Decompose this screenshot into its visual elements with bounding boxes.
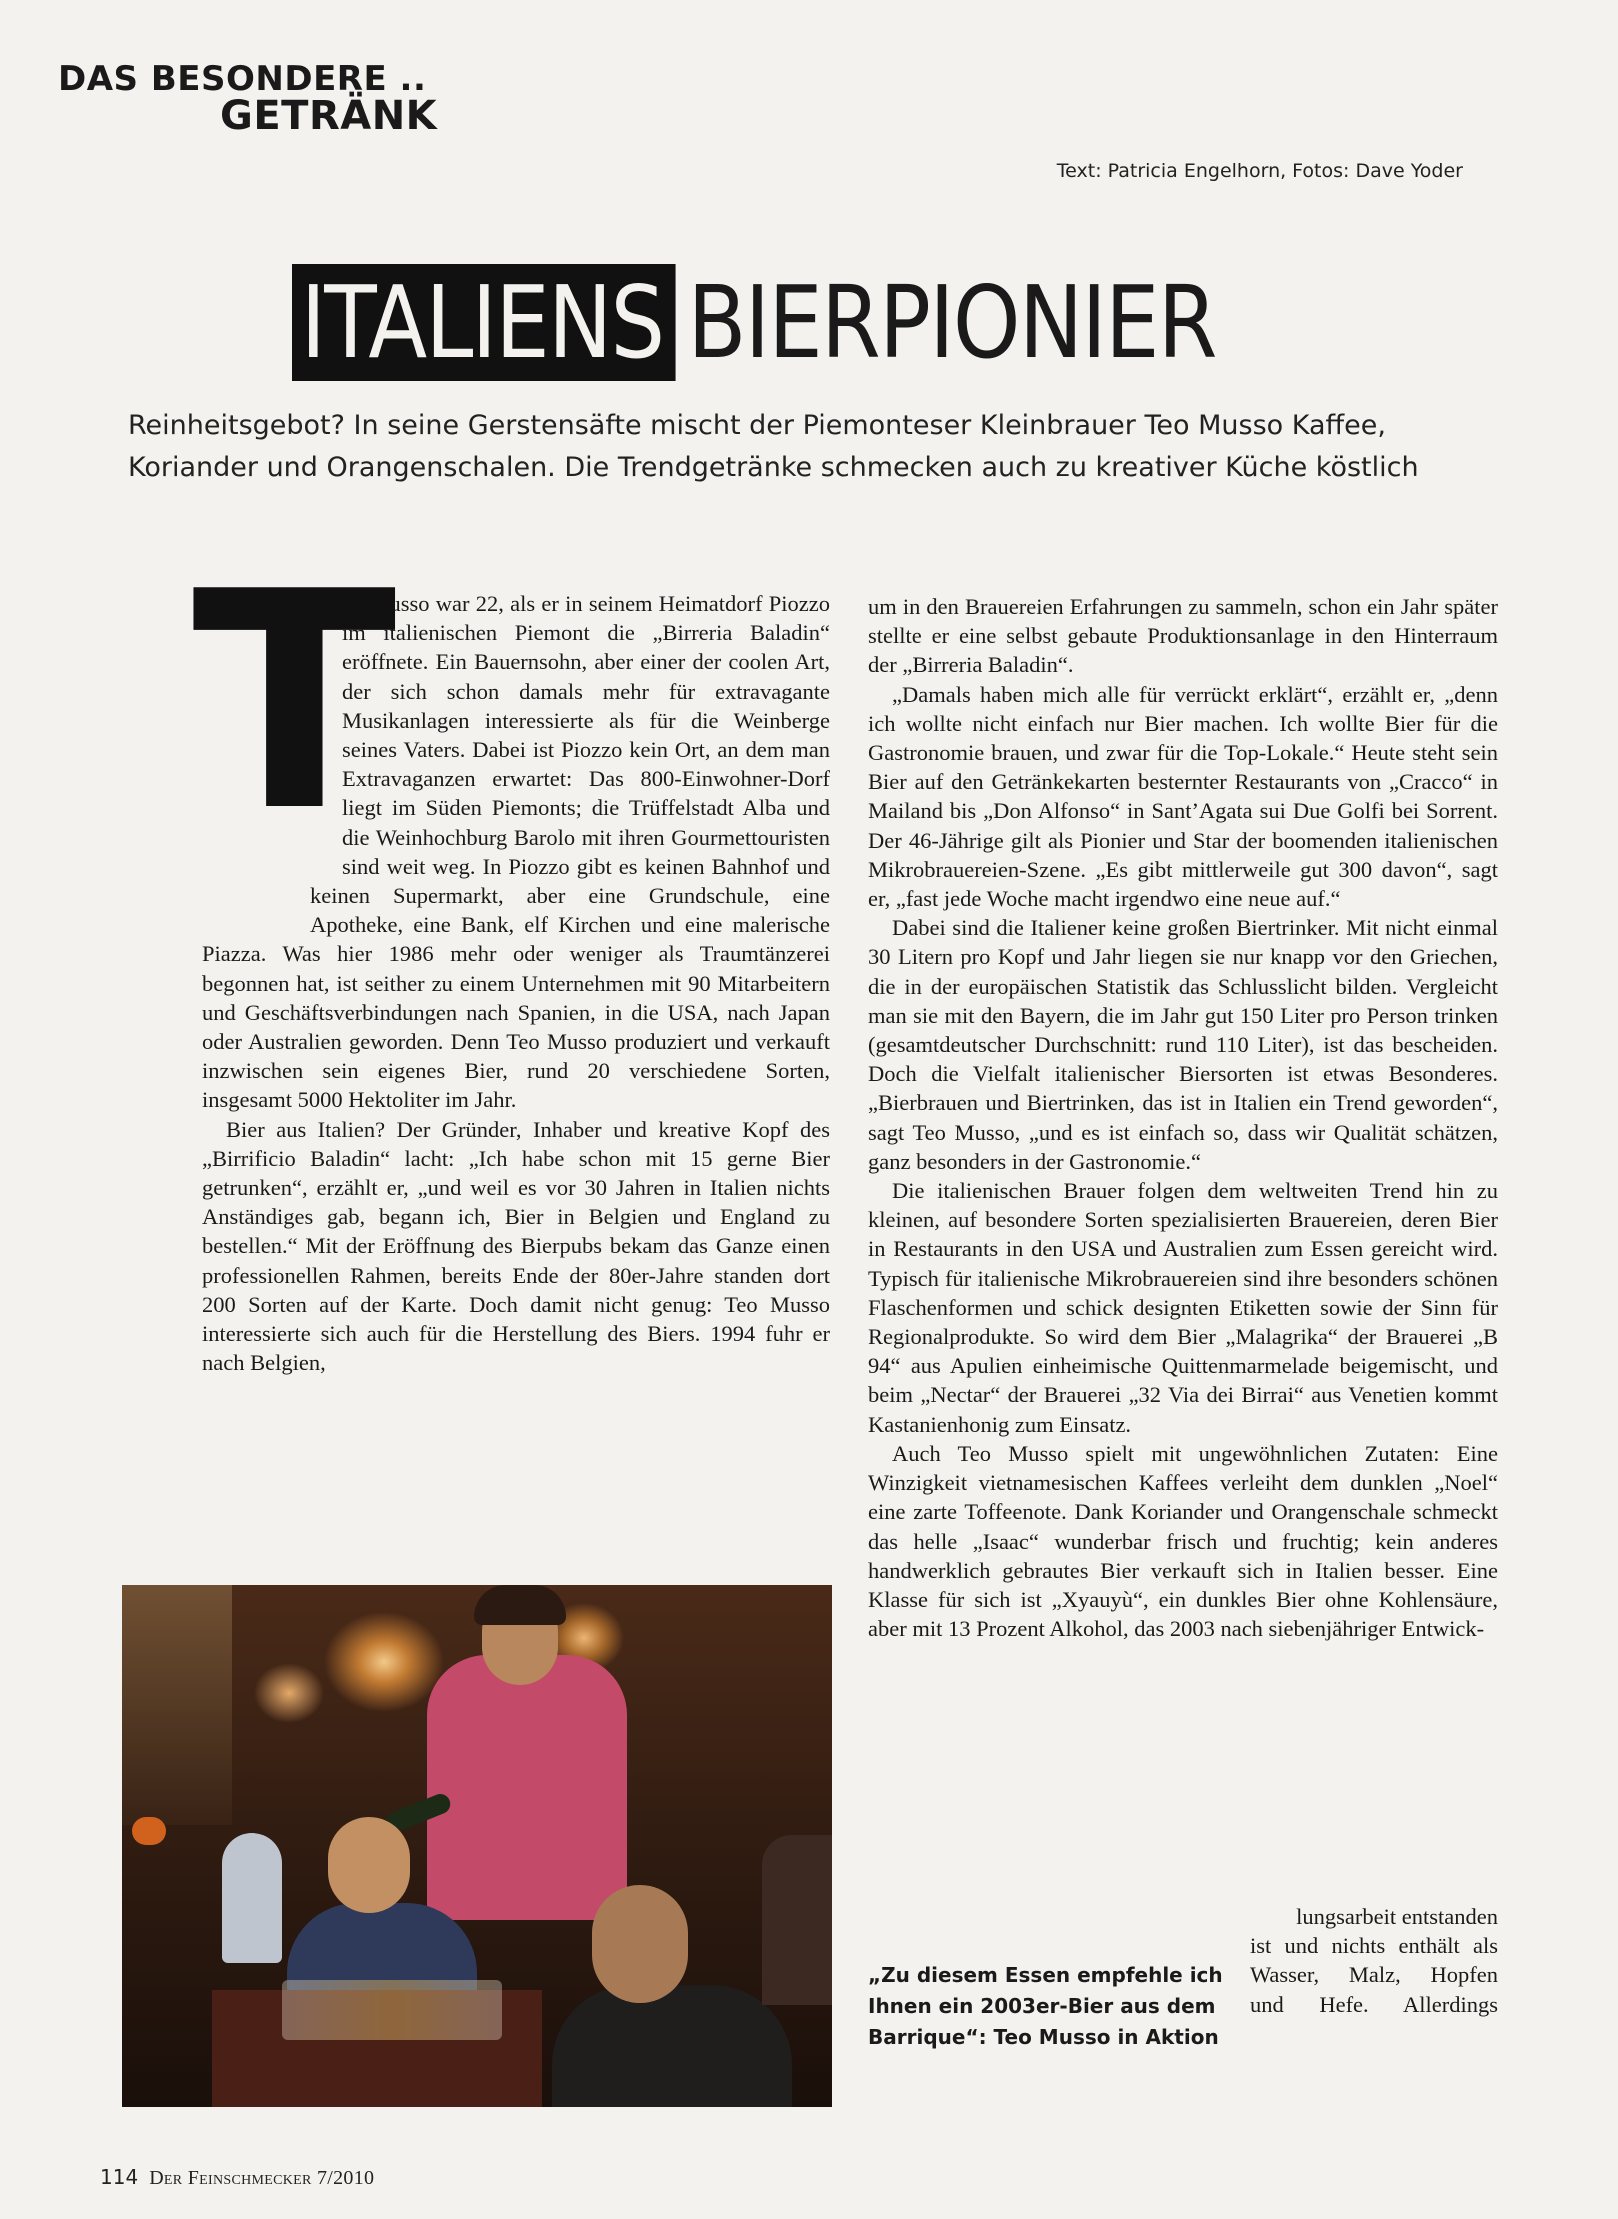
drop-cap-letter: T: [192, 528, 397, 877]
paragraph: „Damals haben mich alle für verrückt erklärt“, erzählt er, „denn ich wollte nicht einfach nur Bier machen. Ich wollte Bier für die Gastronomie brauen, und zwar für die Top-Lokale.“ Heute steht sein Bier auf den Getränkekarten besternter Restaurants von „Cracco“ in Mailand bis „Don Alfonso“ in Sant’Agata sui Due Golfi bei Sorrent. Der 46-Jährige gilt als Pionier und Star der boomenden italienischen Mikrobrauereien-Szene. „Es gibt mittlerweile gut 300 davon“, sagt er, „fast jede Woche macht irgendwo eine neue auf.“: [868, 681, 1498, 912]
magazine-issue: Der Feinschmecker 7/2010: [149, 2167, 375, 2189]
headline-plain: BIERPIONIER: [687, 264, 1216, 381]
author-credits: Text: Patricia Engelhorn, Fotos: Dave Yoder: [1056, 160, 1463, 182]
caption-line: Barrique“: Teo Musso in Aktion: [868, 2025, 1219, 2049]
photo-standing-man-hair: [474, 1585, 566, 1625]
page-number: 114: [100, 2165, 139, 2189]
headline-inverted: ITALIENS: [292, 264, 675, 381]
tail-line: lungsarbeit entstanden: [1296, 1904, 1498, 1929]
paragraph: Auch Teo Musso spielt mit ungewöhnlichen Zutaten: Eine Winzigkeit vietnamesischen Kaffees verleiht dem dunklen „Noel“ eine zarte Toffeenote. Dank Koriander und Orangenschale schmeckt das helle „Isaac“ wunderbar frisch und fruchtig; kein anderes handwerklich gebrautes Bier verkauft sich in Italien besser. Eine Klasse für sich ist „Xyauyù“, ein dunkles Bier ohne Kohlensäure, aber mit 13 Prozent Alkohol, das 2003 nach siebenjähriger Entwick-: [868, 1440, 1498, 1642]
drop-cap: [192, 528, 397, 877]
kicker-line-1: DAS BESONDERE ..: [58, 59, 427, 99]
paragraph: Bier aus Italien? Der Gründer, Inhaber und kreative Kopf des „Birrificio Baladin“ lacht: „Ich habe schon mit 15 gerne Bier getrunken“, erzählt er, „und weil es vor 30 Jahren in Italien nichts Anständiges gab, begann ich, Bier in Belgien und England zu bestellen.“ Mit der Eröffnung des Bierpubs bekam das Ganze einen professionellen Rahmen, bereits Ende der 80er-Jahre standen dort 200 Sorten auf der Karte. Doch damit nicht genug: Teo Musso interessierte sich auch für die Herstellung des Biers. 1994 fuhr er nach Belgien,: [202, 1116, 830, 1376]
tail-line: und Hefe. Allerdings: [1250, 1991, 1498, 2017]
tail-line: Wasser, Malz, Hopfen: [1250, 1962, 1498, 1988]
photo-seated-man-left-head: [328, 1817, 410, 1913]
article-column-right-tail: [1250, 1902, 1498, 2019]
photo-glasses: [282, 1980, 502, 2040]
caption-line: „Zu diesem Essen empfehle ich: [868, 1963, 1223, 1987]
photo-right-guest: [762, 1835, 832, 2005]
tail-line: ist und nichts enthält als: [1250, 1933, 1498, 1959]
photo-window-arch: [122, 1585, 232, 1825]
dropcap-wrap-spacer: [202, 869, 310, 925]
photo-seated-man-right-head: [592, 1885, 688, 2003]
paragraph: um in den Brauereien Erfahrungen zu sammeln, schon ein Jahr später stellte er eine selbst gebaute Produktionsanlage in den Hinterraum der „Birreria Baladin“.: [868, 594, 1498, 678]
photo-standing-man-shirt: [427, 1655, 627, 1920]
photo-pumpkin: [132, 1817, 166, 1845]
kicker-line-2: GETRÄNK: [220, 93, 438, 139]
photo-background-woman: [222, 1833, 282, 1963]
deck-intro: Reinheitsgebot? In seine Gerstensäfte mischt der Piemonteser Kleinbrauer Teo Musso Kaffee, Koriander und Orangenschalen. Die Trendgetränke schmecken auch zu kreativer Küche köstlich: [128, 410, 1419, 483]
photo-seated-man-right-body: [552, 1985, 792, 2107]
photo-caption: [868, 1960, 1238, 2053]
paragraph: Die italienischen Brauer folgen dem weltweiten Trend hin zu kleinen, auf besondere Sorten spezialisierten Brauereien, deren Bier in Restaurants in den USA und Australien zum Essen gereicht wird. Typisch für italienische Mikrobrauereien sind ihre besonders schönen Flaschenformen und schick designten Etiketten sowie der Sinn für Regionalprodukte. So wird dem Bier „Malagrika“ der Brauerei „B 94“ aus Apulien einheimische Quittenmarmelade beigemischt, und beim „Nectar“ der Brauerei „32 Via dei Birrai“ aus Venetien kommt Kastanienhonig zum Einsatz.: [868, 1178, 1498, 1437]
page-footer: [100, 2165, 374, 2190]
section-kicker: [58, 59, 438, 139]
headline: [292, 264, 1216, 381]
caption-line: Ihnen ein 2003er-Bier aus dem: [868, 1994, 1216, 2018]
paragraph: Dabei sind die Italiener keine großen Biertrinker. Mit nicht einmal 30 Litern pro Kopf und Jahr liegen sie nur knapp vor den Griechen, die in der europäischen Statistik das Schlusslicht bilden. Vergleicht man sie mit den Bayern, die im Jahr gut 150 Liter pro Person trinken (gesamtdeutscher Durchschnitt: rund 110 Liter), ist das bescheiden. Doch die Vielfalt italienischer Biersorten ist etwas Besonderes. „Bierbrauen und Biertrinken, das ist in Italien ein Trend geworden“, sagt Teo Musso, „und es ist einfach so, dass wir Qualität schätzen, ganz besonders in der Gastronomie.“: [868, 915, 1498, 1174]
paragraph: eo Musso war 22, als er in seinem Heimatdorf Piozzo im italienischen Piemont die „Birreria Baladin“ eröffnete. Ein Bauernsohn, aber einer der coolen Art, der sich schon damals mehr für extravagante Musikanlagen interessierte als für die Weinberge seines Vaters. Dabei ist Piozzo kein Ort, an dem man Extravaganzen erwartet: Das 800-Einwohner-Dorf liegt im Süden Piemonts; die Trüffelstadt Alba und die Weinhochburg Barolo mit ihren Gourmettouristen sind weit weg. In Piozzo gibt es keinen Bahnhof und keinen Supermarkt, aber eine Grundschule, eine Apotheke, eine Bank, elf Kirchen und eine malerische Piazza. Was hier 1986 mehr oder weniger als Traumtänzerei begonnen hat, ist seither zu einem Unternehmen mit 90 Mitarbeitern und Geschäftsverbindungen nach Spanien, in die USA, nach Japan oder Australien geworden. Denn Teo Musso produziert und verkauft inzwischen sein eigenes Bier, rund 20 verschiedene Sorten, insgesamt 5000 Hektoliter im Jahr.: [202, 591, 830, 1113]
article-column-right: [868, 592, 1498, 1643]
article-column-left: [192, 528, 830, 1377]
photo-teo-musso-serving: [122, 1585, 832, 2107]
